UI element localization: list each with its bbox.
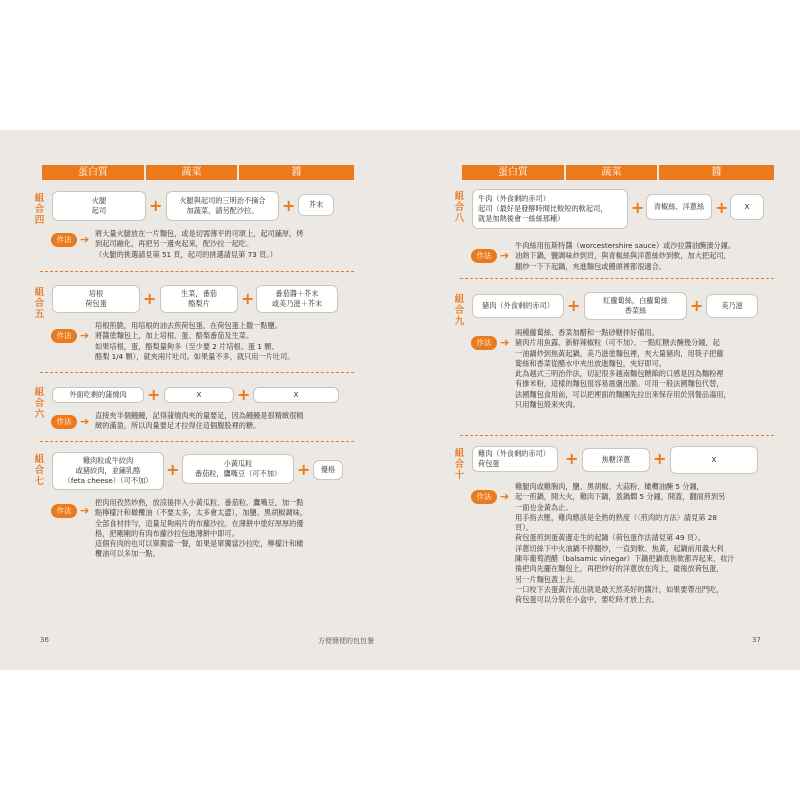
plus-icon: + bbox=[237, 385, 251, 404]
arrow-right-icon: ➔ bbox=[500, 249, 510, 262]
plus-icon: + bbox=[143, 289, 157, 308]
column-header bbox=[42, 165, 354, 180]
text-line: 用手指去壓，雞肉應該是全熟的熟度（〈煎肉的方法〉請見第 28 bbox=[515, 512, 717, 522]
divider bbox=[40, 372, 354, 373]
protein-line: 荷包蛋 bbox=[478, 459, 500, 468]
text-line: 全部食材拌勻，這量足夠兩片的布蘿沙拉。在薄餅中塗好厚厚的優 bbox=[95, 518, 304, 528]
vegetable-box: 青椒絲、洋蔥絲 bbox=[646, 194, 712, 220]
text-line: 酪梨 1/4 顆），就夾兩片吐司。如果量不多，就只用一片吐司。 bbox=[95, 351, 295, 361]
plus-icon: + bbox=[690, 296, 704, 315]
text-line: 有摻米粉，這樣的麵包很容易震盪出脆。可用一般法國麵包代替， bbox=[515, 379, 724, 389]
plus-icon: + bbox=[715, 198, 729, 217]
plus-icon: + bbox=[166, 460, 180, 479]
text-line: 一面也金黃為止。 bbox=[515, 502, 573, 512]
text-line: 格，把剛剛的有肉布蘿沙拉包進薄餅中即可。 bbox=[95, 528, 239, 538]
page-number-right: 37 bbox=[752, 636, 761, 644]
combo-label: 組合九 bbox=[454, 294, 465, 327]
text-line: 只用麵包殼來夾肉。 bbox=[515, 400, 580, 410]
method-badge: 作法 bbox=[51, 504, 77, 518]
arrow-right-icon: ➔ bbox=[80, 329, 90, 342]
sauce-line: 或美乃滋＋芥末 bbox=[271, 299, 323, 308]
text-line: 頁）。 bbox=[515, 523, 533, 533]
text-line: 點檸檬汁和橄欖油（不要太多，太多會太澀），加鹽、黑胡椒調味， bbox=[95, 508, 308, 518]
text-line: 到起司融化，再把另一邊夾起來，配沙拉一起吃。 bbox=[95, 239, 254, 249]
vegetable-line: 香菜絲 bbox=[624, 306, 647, 315]
vegetable-box bbox=[166, 191, 279, 221]
plus-icon: + bbox=[565, 449, 579, 468]
arrow-right-icon: ➔ bbox=[80, 233, 90, 246]
header-protein: 蛋白質 bbox=[462, 165, 564, 180]
text-line: 荷包蛋煎到蛋黃邊走生的起鍋（荷包蛋作法請見第 49 頁）。 bbox=[515, 533, 705, 543]
vegetable-line: 紅蘿蔔絲，白蘿蔔絲 bbox=[603, 296, 668, 305]
protein-line: 起司 bbox=[91, 206, 107, 215]
right-page bbox=[454, 165, 774, 605]
sauce-box: 芥末 bbox=[298, 194, 334, 216]
text-line: 將醬塗麵包上，加上培根、蛋、酪梨番茄及生菜。 bbox=[95, 331, 254, 341]
sauce-line: 番茄醬＋芥末 bbox=[275, 289, 319, 298]
left-page bbox=[34, 165, 354, 559]
protein-box bbox=[472, 189, 628, 229]
text-line: 此為越式三明治作法，切記很多越南麵包糖餡的口感是因為麵粉裡 bbox=[515, 369, 724, 379]
text-line: 翻炒一下下起鍋，夾進麵包或饅頭裡都很適合。 bbox=[515, 261, 666, 271]
text-line: 欖油可以多加一點。 bbox=[95, 549, 160, 559]
plus-icon: + bbox=[149, 196, 163, 215]
sauce-box: 優格 bbox=[313, 460, 343, 480]
text-line: 兩種蘿蔔絲、香菜加醋和一點砂糖拌好備用。 bbox=[515, 328, 659, 337]
vegetable-box: X bbox=[164, 387, 234, 403]
text-line: 緻的滿盈，所以肉量要足才拉得住這個腹股裡的糖。 bbox=[95, 421, 261, 431]
protein-line: 就是加熱後會一絲絲那種） bbox=[478, 214, 565, 223]
plus-icon: + bbox=[631, 198, 645, 217]
text-line: 一口咬下去蛋黃汁流出就是最天然美好的醬汁，如果要帶出門吃， bbox=[515, 584, 724, 594]
sauce-box: X bbox=[253, 387, 339, 403]
method-badge: 作法 bbox=[51, 329, 77, 343]
text-line: 牛肉絲用伍斯特醬（worcestershire sauce）或沙拉醬油醃漬分鐘。 bbox=[515, 241, 736, 250]
sauce-box: 美乃滋 bbox=[706, 294, 758, 318]
method-badge: 作法 bbox=[51, 415, 77, 429]
method-badge: 作法 bbox=[51, 233, 77, 247]
method-text bbox=[95, 321, 353, 362]
method-badge: 作法 bbox=[471, 249, 497, 263]
arrow-right-icon: ➔ bbox=[500, 336, 510, 349]
vegetable-box bbox=[182, 454, 294, 484]
text-line: 荷包蛋可以分裝在小盒中，要吃時才放上去。 bbox=[515, 595, 659, 605]
method-text bbox=[515, 328, 773, 410]
combo-label: 組合四 bbox=[34, 193, 45, 226]
divider bbox=[40, 271, 354, 272]
method-text bbox=[95, 229, 353, 260]
text-line: 油熱下鍋，鹽調味炒到頁，與青椒絲與洋蔥絲炒到軟，加大把起司， bbox=[515, 251, 731, 261]
protein-box: 豬肉（外食剩的赤司） bbox=[472, 294, 564, 318]
protein-line: 培根 bbox=[88, 289, 104, 298]
text-line: 雞腿肉或雞胸肉，鹽、黑胡椒、大蒜粉、橄欖油醃 5 分鐘， bbox=[515, 482, 704, 491]
method-text bbox=[95, 411, 353, 432]
plus-icon: + bbox=[282, 196, 296, 215]
vegetable-line: 生菜，番茄 bbox=[181, 289, 217, 298]
text-line: 陳年葡萄酒醋（balsamic vinegar）下鍋把鍋底焦軟都弄起來，收汁 bbox=[515, 554, 735, 564]
method-text bbox=[95, 498, 353, 560]
combo-label: 組合十 bbox=[454, 448, 465, 481]
protein-line: 起司（最好是發酵時間比較短的軟起司， bbox=[478, 204, 608, 213]
vegetable-line: 酪梨片 bbox=[188, 299, 210, 308]
plus-icon: + bbox=[147, 385, 161, 404]
sauce-box: X bbox=[730, 194, 764, 220]
sauce-box bbox=[256, 285, 338, 313]
text-line: 直接夾半個鰻鰻，記得蒲燒肉夾的量要足，因為鰻鰻是很精緻很精 bbox=[95, 411, 304, 420]
protein-box: 外面吃剩的蒲燒肉 bbox=[52, 387, 144, 403]
text-line: 起一煎鍋，開大火，雞肉下鍋，蓋鍋燜 5 分鐘，開蓋，翻面煎到另 bbox=[515, 492, 726, 502]
protein-line: 牛肉（外食剩的赤司） bbox=[478, 194, 550, 203]
text-line: 一油鍋炒到焦黃起鍋，美乃滋塗麵包裡，夾大量豬肉，用筷子把蘿 bbox=[515, 348, 724, 358]
arrow-right-icon: ➔ bbox=[500, 490, 510, 503]
text-line: 把肉用孜然炒熟，放涼後拌入小黃瓜粒、番茄粒、鷹嘴豆，加一點 bbox=[95, 498, 304, 507]
divider bbox=[460, 435, 774, 436]
combo-label: 組合八 bbox=[454, 191, 465, 224]
text-line: 這個有肉的也可以單獨當一餐，如果是單獨當沙拉吃，檸檬汁和橄 bbox=[95, 539, 304, 549]
method-text bbox=[515, 241, 773, 272]
vegetable-line: 火腿與起司的三明治不摘合 bbox=[179, 196, 266, 205]
arrow-right-icon: ➔ bbox=[80, 504, 90, 517]
text-line: （火腿的挑選請見第 51 頁，起司的挑選請見第 73 頁。） bbox=[95, 249, 277, 259]
vegetable-box bbox=[584, 292, 687, 320]
protein-box bbox=[52, 285, 140, 313]
divider bbox=[40, 441, 354, 442]
text-line: 另一片麵包蓋上去。 bbox=[515, 574, 580, 584]
method-text bbox=[515, 482, 773, 606]
combo-label: 組合七 bbox=[34, 454, 45, 487]
protein-line: 火腿 bbox=[91, 196, 107, 205]
arrow-right-icon: ➔ bbox=[80, 415, 90, 428]
protein-line: （feta cheese）（可不加） bbox=[63, 476, 153, 485]
text-line: 豬肉片用魚露、新鮮辣椒粒（可不加）、一點紅糖去醃幾分鐘，起 bbox=[515, 338, 720, 348]
plus-icon: + bbox=[241, 289, 255, 308]
text-line: 將大量火腿放在一片麵包，或是切需薄平的可頌上，起司鋪厚，烤 bbox=[95, 229, 304, 238]
vegetable-box bbox=[160, 285, 238, 313]
combo-label: 組合五 bbox=[34, 287, 45, 320]
method-badge: 作法 bbox=[471, 336, 497, 350]
plus-icon: + bbox=[297, 460, 311, 479]
combo-label: 組合六 bbox=[34, 387, 45, 420]
protein-box bbox=[472, 446, 558, 472]
header-sauce: 醬 bbox=[659, 165, 774, 180]
sauce-box: X bbox=[670, 446, 758, 474]
protein-line: 雞肉粒或牛絞肉 bbox=[82, 456, 134, 465]
text-line: 如果培根，蛋，酪梨量夠多（至少要 2 片培根、蛋 1 顆、 bbox=[95, 341, 279, 351]
header-vegetable: 蔬菜 bbox=[566, 165, 657, 180]
text-line: 蔔絲和香菜從醋水中夾出放進麵包，夾好即可。 bbox=[515, 358, 666, 368]
method-badge: 作法 bbox=[471, 490, 497, 504]
header-vegetable: 蔬菜 bbox=[146, 165, 237, 180]
footer-title: 方便簡便的包包餐 bbox=[318, 637, 374, 645]
text-line: 洋蔥切絲下中火油鍋不停翻炒，一直到軟、焦黃，起鍋前用義大利 bbox=[515, 543, 724, 553]
plus-icon: + bbox=[567, 296, 581, 315]
protein-line: 荷包蛋 bbox=[85, 299, 107, 308]
column-header bbox=[462, 165, 774, 180]
page-number-left: 36 bbox=[40, 636, 49, 644]
protein-box bbox=[52, 191, 146, 221]
vegetable-line: 小黃瓜粒 bbox=[223, 459, 253, 468]
plus-icon: + bbox=[653, 449, 667, 468]
protein-line: 或豬絞肉，並鋪乳酪 bbox=[75, 466, 141, 475]
text-line: 法國麵包食用前，可以把裡面的麵團先拉出來保存用於別餐品湯用， bbox=[515, 389, 731, 399]
protein-line: 雞肉（外食剩的赤司） bbox=[478, 449, 550, 458]
vegetable-line: 加蔬菜，請另配沙拉。 bbox=[186, 206, 259, 215]
protein-box bbox=[52, 452, 164, 490]
header-protein: 蛋白質 bbox=[42, 165, 144, 180]
vegetable-line: 番茄粒，鷹嘴豆（可不加） bbox=[194, 469, 282, 478]
text-line: 後把肉先擺在麵包上，再把炒好的洋蔥放在肉上，最後放荷包蛋， bbox=[515, 564, 724, 574]
text-line: 培根煎脆，用培根的油去煎荷包蛋，在荷包蛋上撒一點鹽。 bbox=[95, 321, 282, 330]
divider bbox=[460, 278, 774, 279]
header-sauce: 醬 bbox=[239, 165, 354, 180]
vegetable-box: 焦糖洋蔥 bbox=[582, 448, 650, 472]
